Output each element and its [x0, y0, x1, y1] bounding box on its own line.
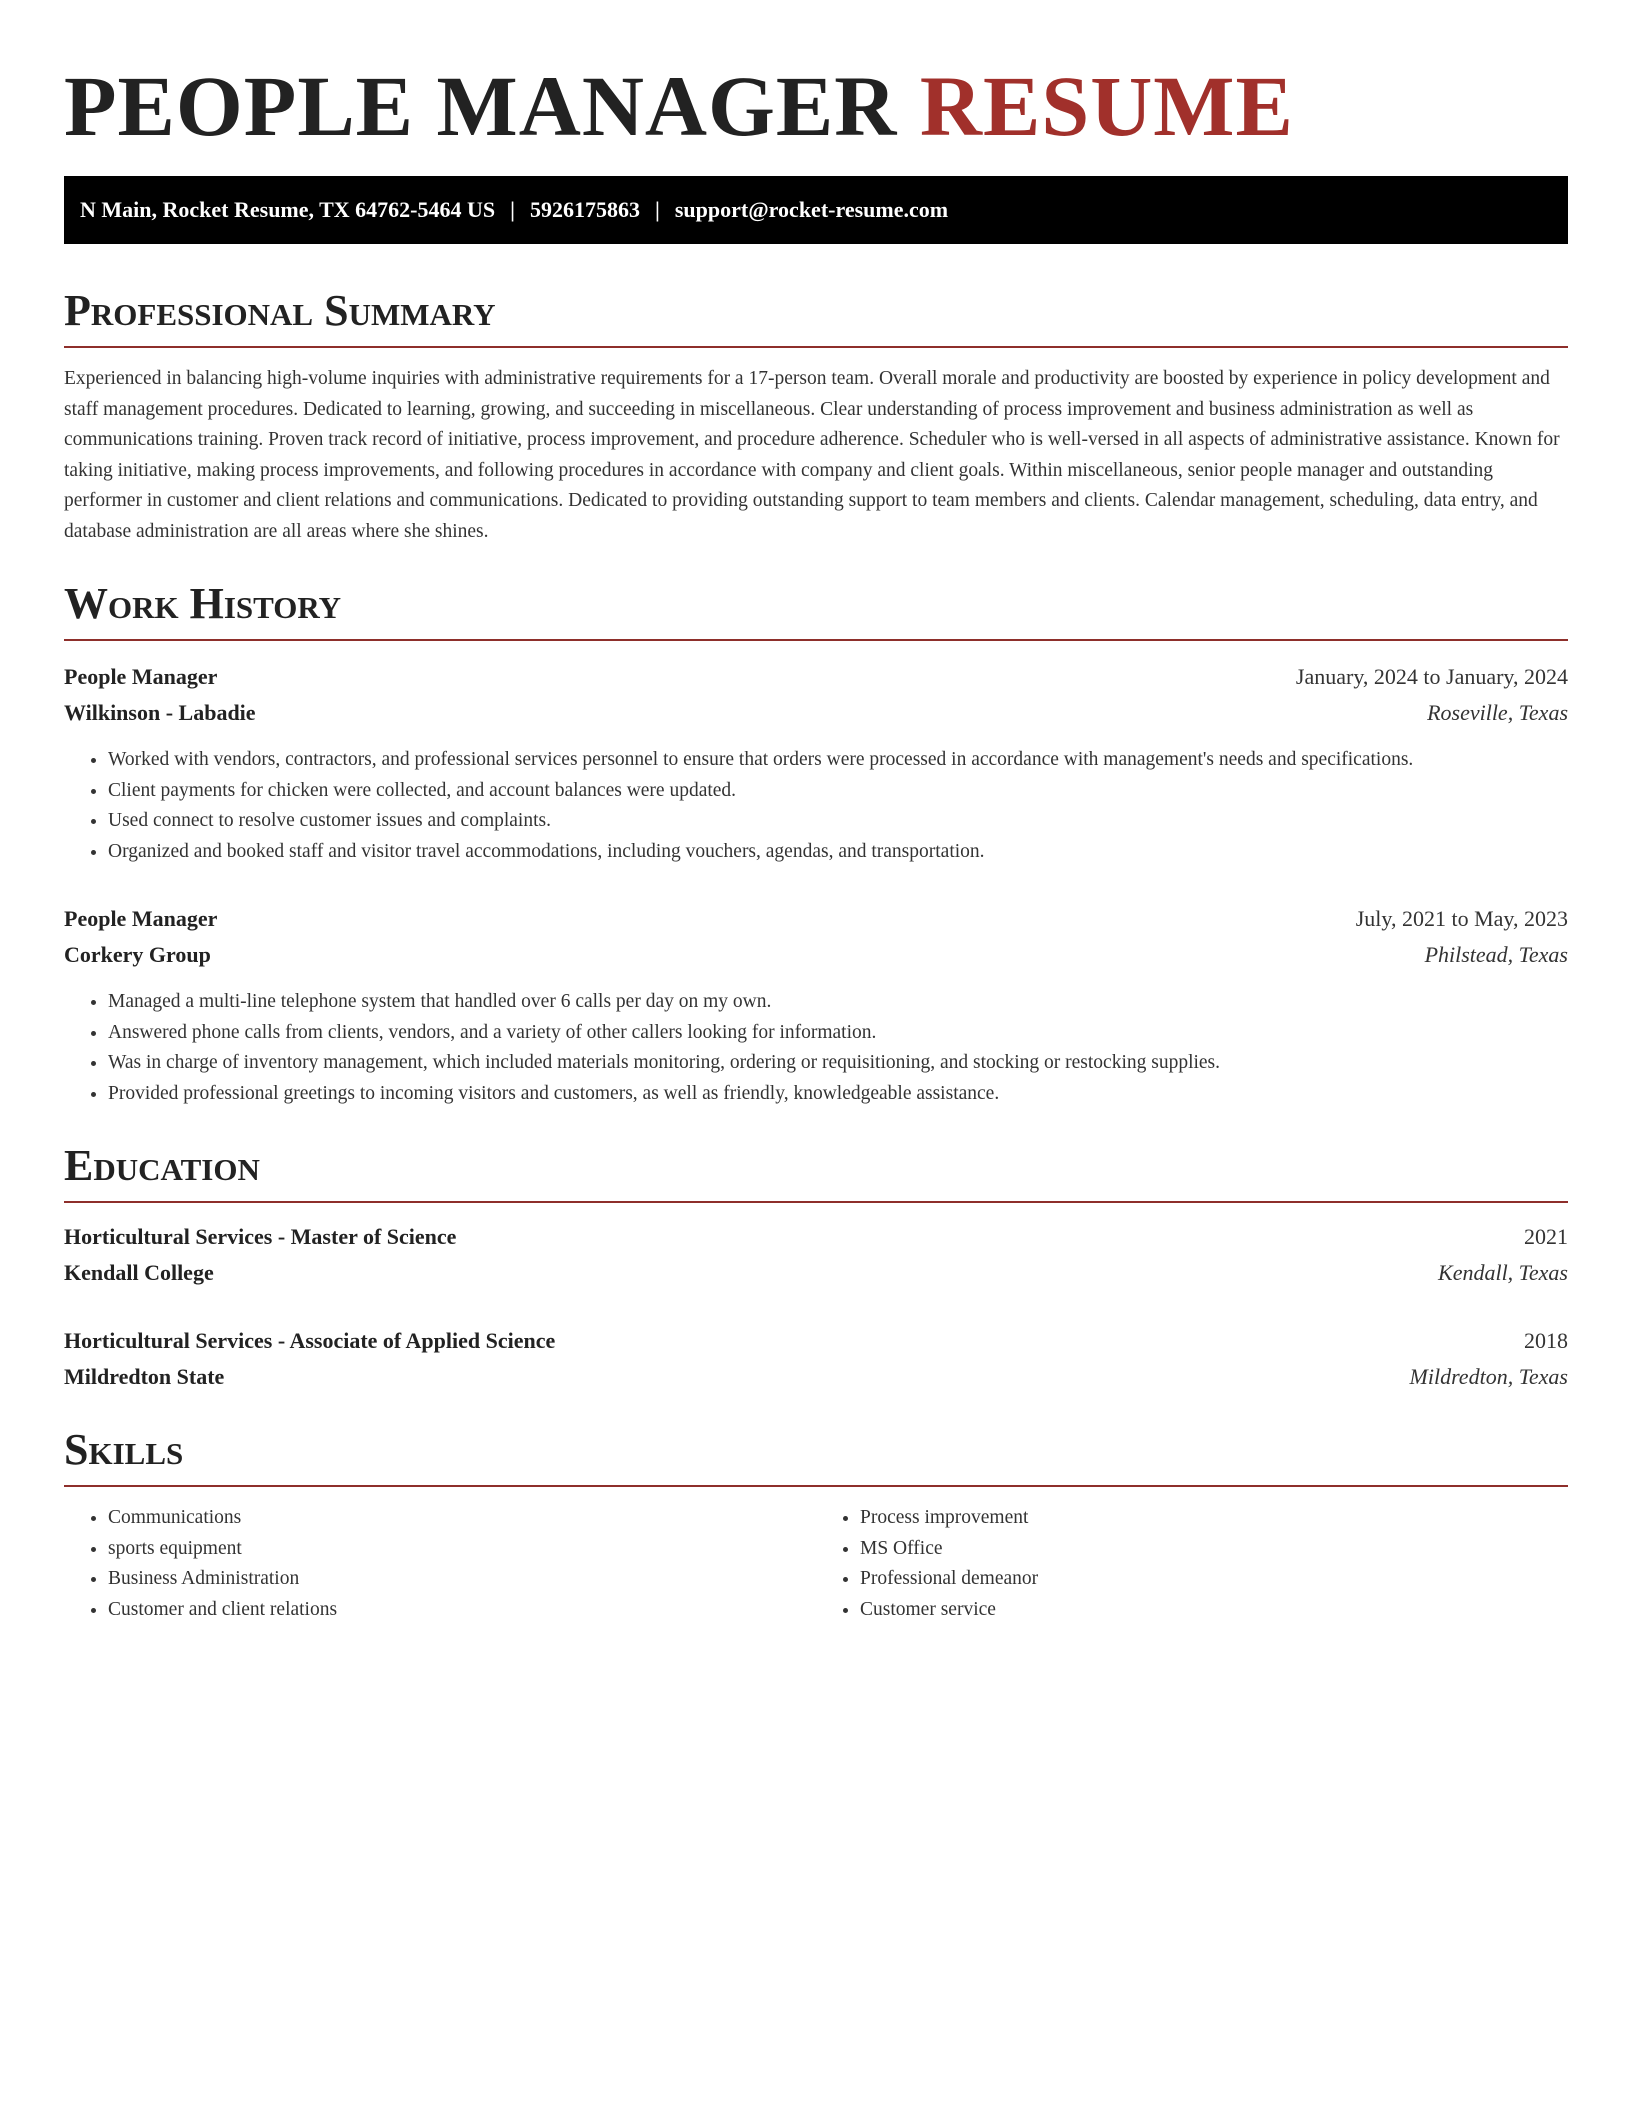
resume-page	[64, 0, 1568, 1625]
job-dates: July, 2021 to May, 2023	[1355, 906, 1568, 931]
list-item: • Client payments for chicken were collected, and account balances were updated.	[108, 776, 1568, 807]
job-entry	[64, 659, 1568, 867]
contact-email: support@rocket-resume.com	[674, 197, 949, 222]
summary-heading: Professional Summary	[64, 286, 1568, 348]
education-heading: Education	[64, 1141, 1568, 1203]
list-item: • Provided professional greetings to incoming visitors and customers, as well as friendly, knowledgeable assistance.	[108, 1079, 1568, 1110]
job-title: People Manager	[64, 906, 218, 931]
list-item: • Used connect to resolve customer issues and complaints.	[108, 806, 1568, 837]
job-bullets	[64, 745, 1568, 867]
skill-item: • Customer service	[860, 1595, 1568, 1626]
education-location: Mildredton, Texas	[1409, 1364, 1568, 1389]
education-degree: Horticultural Services - Associate of Applied Science	[64, 1328, 556, 1353]
skill-item: • Communications	[108, 1503, 816, 1534]
skills-list	[64, 1503, 1568, 1625]
list-item: • Organized and booked staff and visitor travel accommodations, including vouchers, agendas, and transportation.	[108, 837, 1568, 868]
job-title: People Manager	[64, 664, 218, 689]
title-main: PEOPLE MANAGER	[64, 58, 898, 154]
summary-text: Experienced in balancing high-volume inquiries with administrative requirements for a 17-person team. Overall morale and productivity are boosted by experience in policy development and staff management procedures. Dedicated to learning, growing, and succeeding in miscellaneous. Clear understanding of process improvement and business administration as well as communications training. Proven track record of initiative, process improvement, and procedure adherence. Scheduler who is well-versed in all aspects of administrative assistance. Known for taking initiative, making process improvements, and following procedures in accordance with company and client goals. Within miscellaneous, senior people manager and outstanding performer in customer and client relations and communications. Dedicated to providing outstanding support to team members and clients. Calendar management, scheduling, data entry, and database administration are all areas where she shines.	[64, 368, 1560, 542]
work-history-heading: Work History	[64, 579, 1568, 641]
education-school: Kendall College	[64, 1260, 214, 1285]
education-school: Mildredton State	[64, 1364, 225, 1389]
skill-item: • Customer and client relations	[108, 1595, 816, 1626]
education-entry	[64, 1323, 1568, 1395]
job-company: Corkery Group	[64, 942, 211, 967]
education-year: 2018	[1524, 1328, 1568, 1353]
contact-bar	[64, 176, 1568, 244]
education-year: 2021	[1524, 1224, 1568, 1249]
skill-item: • Professional demeanor	[860, 1564, 1568, 1595]
skill-item: • Business Administration	[108, 1564, 816, 1595]
skill-item: • MS Office	[860, 1534, 1568, 1565]
skill-item: • sports equipment	[108, 1534, 816, 1565]
job-location: Roseville, Texas	[1427, 700, 1568, 725]
job-bullets	[64, 987, 1568, 1109]
education-location: Kendall, Texas	[1438, 1260, 1568, 1285]
list-item: • Managed a multi-line telephone system that handled over 6 calls per day on my own.	[108, 987, 1568, 1018]
job-entry	[64, 901, 1568, 1109]
title-accent: RESUME	[919, 58, 1294, 154]
list-item: • Answered phone calls from clients, vendors, and a variety of other callers looking for information.	[108, 1018, 1568, 1049]
skills-column-left	[64, 1503, 816, 1625]
page-title	[64, 56, 1568, 156]
education-degree: Horticultural Services - Master of Science	[64, 1224, 457, 1249]
contact-address: N Main, Rocket Resume, TX 64762-5464 US	[80, 197, 496, 222]
contact-separator: |	[655, 197, 660, 222]
contact-separator: |	[510, 197, 515, 222]
skills-column-right	[816, 1503, 1568, 1625]
job-dates: January, 2024 to January, 2024	[1295, 664, 1568, 689]
skills-heading: Skills	[64, 1425, 1568, 1487]
job-location: Philstead, Texas	[1424, 942, 1568, 967]
skill-item: • Process improvement	[860, 1503, 1568, 1534]
contact-phone: 5926175863	[530, 197, 640, 222]
list-item: • Worked with vendors, contractors, and professional services personnel to ensure that orders were processed in accordance with management's needs and specifications.	[108, 745, 1568, 776]
job-company: Wilkinson - Labadie	[64, 700, 256, 725]
list-item: • Was in charge of inventory management, which included materials monitoring, ordering or requisitioning, and stocking or restocking supplies.	[108, 1048, 1568, 1079]
education-entry	[64, 1219, 1568, 1291]
